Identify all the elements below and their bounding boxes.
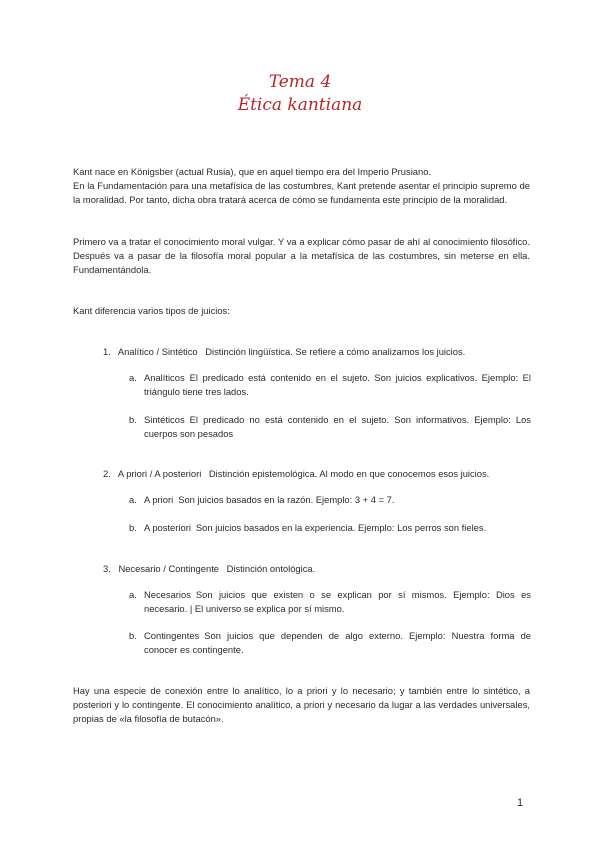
section-number: 3.: [103, 563, 111, 574]
list-item-section-3: [103, 562, 533, 576]
item-marker: a.: [129, 494, 137, 505]
list-item-section-2-b: [129, 521, 531, 535]
item-term: A posteriori: [144, 522, 191, 533]
intro-paragraph-1: Kant nace en Königsber (actual Rusia), que en aquel tiempo era del Imperio Prusiano.: [73, 166, 432, 177]
item-term: Sintéticos: [144, 414, 185, 425]
item-term: Analíticos: [144, 372, 185, 383]
conclusion-paragraph: Hay una especie de conexión entre lo analítico, lo a priori y lo necesario; y también entre lo sintético, a posteriori y lo contingente. El conocimiento analítico, a priori y necesario da lugar a las verdades universales, propias de «la filosofía de butacón».: [73, 685, 530, 724]
section-description: Distinción lingüística. Se refiere a cómo analizamos los juicios.: [205, 346, 466, 357]
item-description: El predicado no está contenido en el sujeto. Son informativos. Ejemplo: Los cuerpos son pesados: [144, 414, 531, 439]
item-description: Son juicios basados en la razón. Ejemplo: 3 + 4 = 7.: [178, 494, 395, 505]
list-item-section-2-a: [129, 493, 531, 507]
item-marker: b.: [129, 414, 137, 425]
item-marker: b.: [129, 630, 137, 641]
intro-paragraph-2: En la Fundamentación para una metafísica de las costumbres, Kant pretende asentar el principio supremo de la moralidad. Por tanto, dicha obra tratará acerca de cómo se fundamenta este principio de la moralidad.: [73, 180, 530, 205]
item-description: Son juicios basados en la experiencia. Ejemplo: Los perros son fieles.: [195, 522, 487, 533]
list-item-section-1-a: [129, 371, 531, 399]
list-item-section-2: [103, 467, 533, 481]
item-description: Son juicios que dependen de algo externo. Ejemplo: Nuestra forma de conocer es contingente.: [144, 630, 531, 655]
section-term: A priori / A posteriori: [117, 468, 202, 479]
list-item-section-1: [103, 345, 533, 359]
section-term: Analítico / Sintético: [117, 346, 198, 357]
document-title-line1: Tema 4: [268, 72, 332, 92]
item-term: Contingentes: [144, 630, 200, 641]
page-number: 1: [517, 797, 524, 809]
item-term: A priori: [144, 494, 174, 505]
list-item-section-3-b: [129, 629, 531, 657]
section-term: Necesario / Contingente: [118, 563, 220, 574]
section-number: 1.: [103, 346, 111, 357]
item-description: Son juicios que existen o se explican por sí mismos. Ejemplo: Dios es necesario. | El universo se explica por sí mismo.: [144, 589, 531, 614]
intro-paragraph-4: Kant diferencia varios tipos de juicios:: [73, 305, 230, 316]
intro-paragraph-3: Primero va a tratar el conocimiento moral vulgar. Y va a explicar cómo pasar de ahí al conocimiento filosófico. Después va a pasar de la filosofía moral popular a la metafísica de las costumbres, sin meterse en ella. Fundamentándola.: [73, 236, 530, 275]
item-marker: a.: [129, 372, 137, 383]
document-title-line2: Ética kantiana: [237, 95, 363, 115]
item-description: El predicado está contenido en el sujeto. Son juicios explicativos. Ejemplo: El triángulo tiene tres lados.: [144, 372, 531, 397]
section-number: 2.: [103, 468, 111, 479]
section-description: Distinción epistemológica. Al modo en que conocemos esos juicios.: [208, 468, 490, 479]
item-marker: a.: [129, 589, 137, 600]
section-description: Distinción ontológica.: [226, 563, 316, 574]
list-item-section-1-b: [129, 413, 531, 441]
item-term: Necesarios: [144, 589, 191, 600]
item-marker: b.: [129, 522, 137, 533]
list-item-section-3-a: [129, 588, 531, 616]
